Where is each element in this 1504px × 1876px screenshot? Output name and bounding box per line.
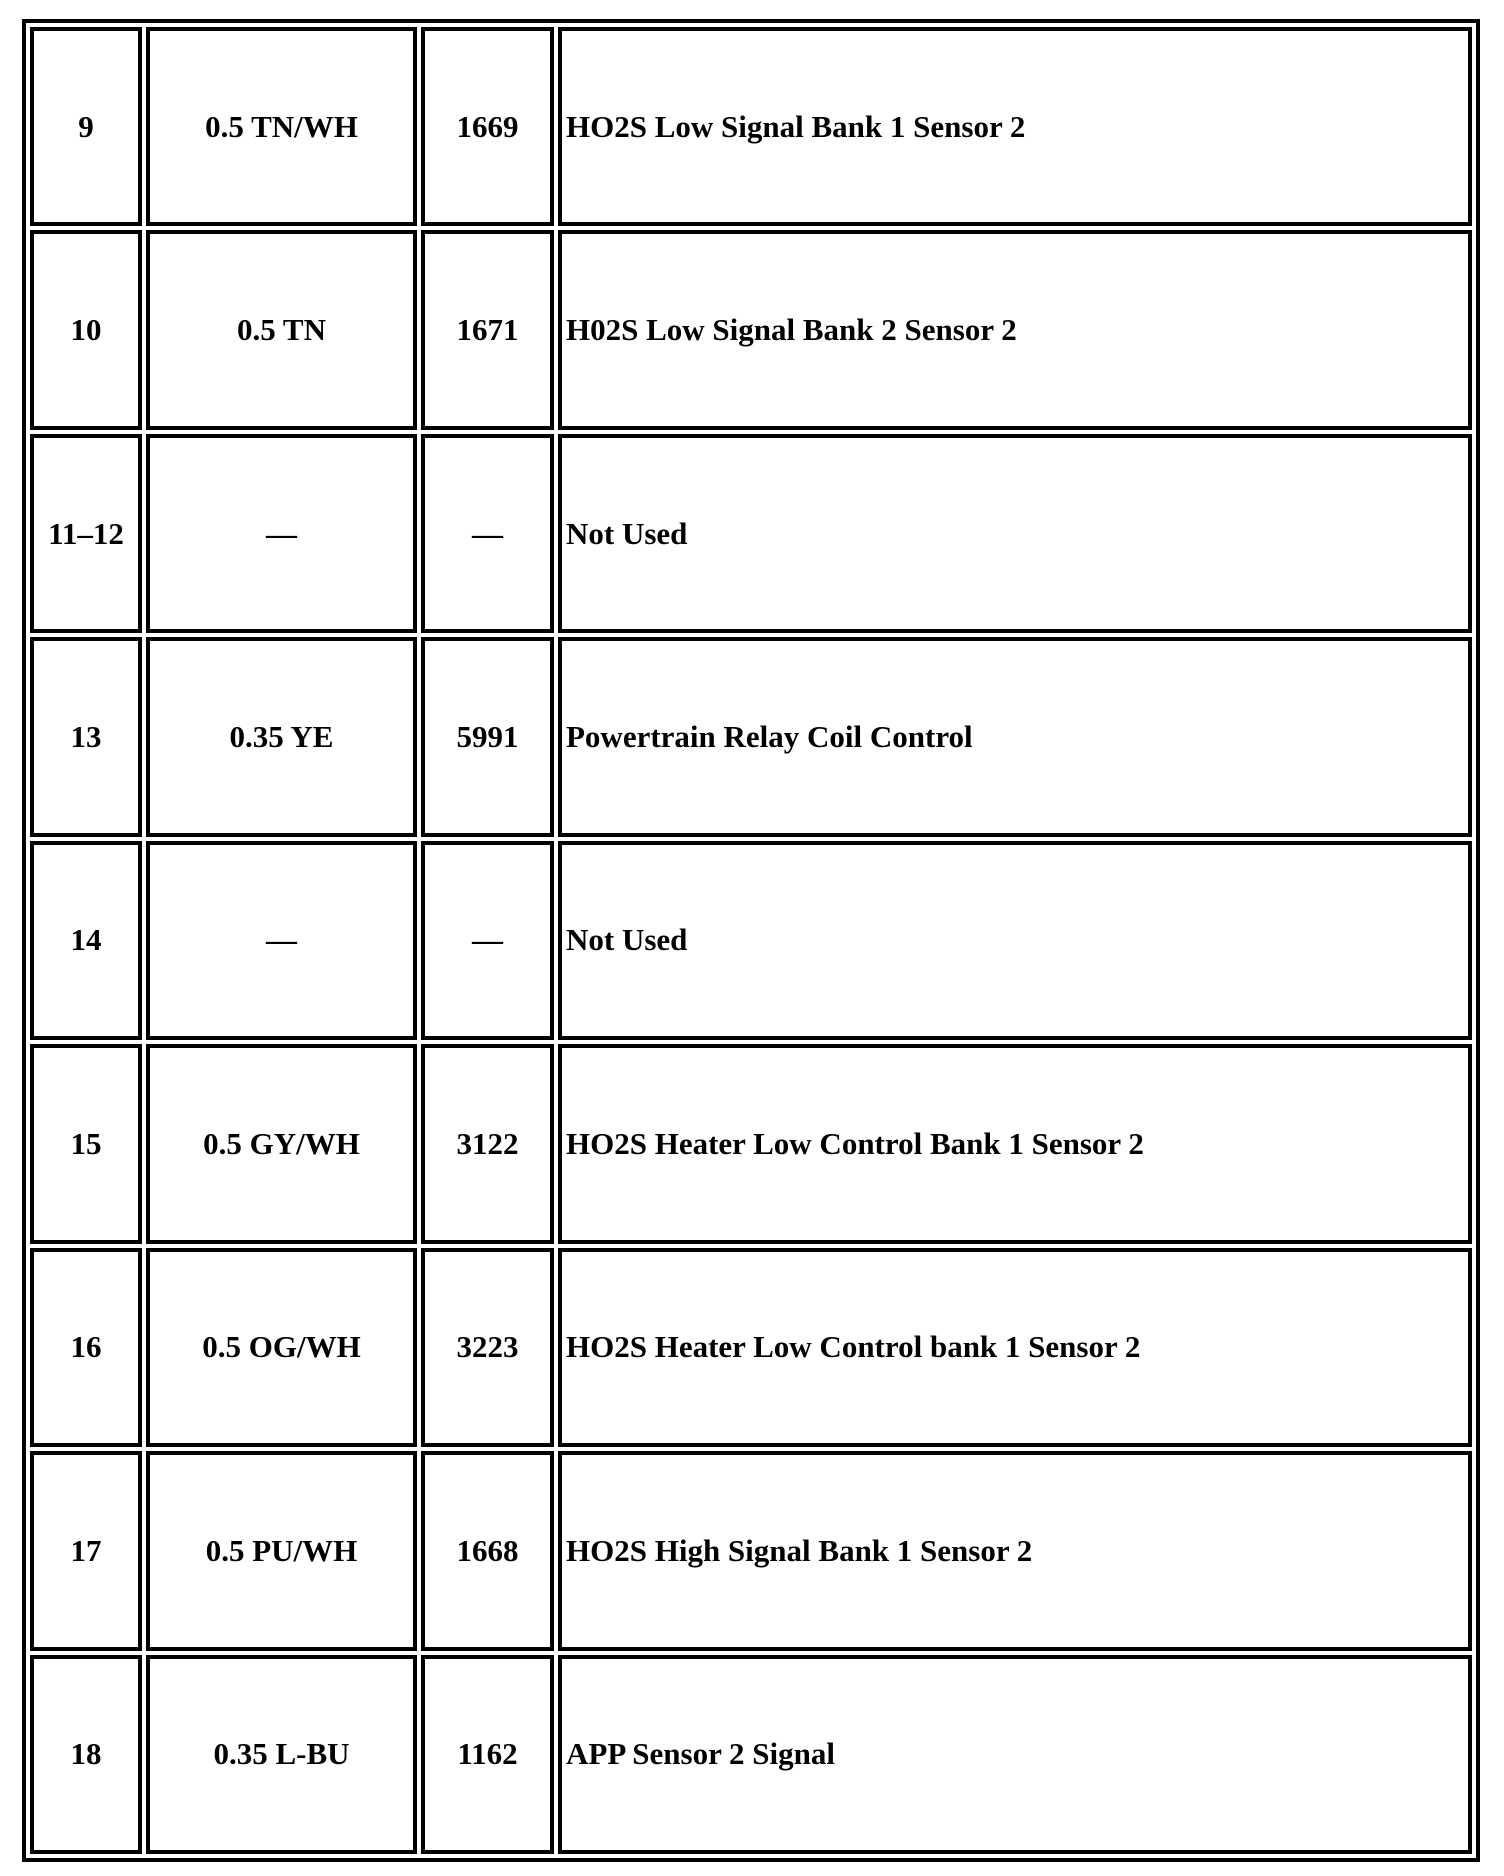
wire-color-cell: 0.35 L-BU: [146, 1655, 417, 1855]
wire-color-cell: 0.5 GY/WH: [146, 1044, 417, 1243]
connector-pinout-table: [22, 19, 1480, 1862]
circuit-number-cell: 3223: [421, 1248, 554, 1447]
table-row: [30, 1451, 1472, 1650]
circuit-number-cell: 5991: [421, 637, 554, 836]
pin-cell: 11–12: [30, 434, 142, 633]
wire-color-cell: —: [146, 841, 417, 1040]
circuit-number-cell: —: [421, 841, 554, 1040]
circuit-number-cell: 1669: [421, 27, 554, 226]
table-row: [30, 637, 1472, 836]
wire-color-cell: 0.5 TN: [146, 230, 417, 429]
pin-cell: 10: [30, 230, 142, 429]
pin-cell: 16: [30, 1248, 142, 1447]
wire-color-cell: 0.5 TN/WH: [146, 27, 417, 226]
function-cell: HO2S High Signal Bank 1 Sensor 2: [558, 1451, 1472, 1650]
pin-cell: 15: [30, 1044, 142, 1243]
table-row: [30, 1044, 1472, 1243]
circuit-number-cell: 1162: [421, 1655, 554, 1855]
function-cell: HO2S Heater Low Control bank 1 Sensor 2: [558, 1248, 1472, 1447]
wire-color-cell: 0.5 PU/WH: [146, 1451, 417, 1650]
wire-color-cell: 0.5 OG/WH: [146, 1248, 417, 1447]
pin-cell: 9: [30, 27, 142, 226]
pin-cell: 17: [30, 1451, 142, 1650]
function-cell: HO2S Low Signal Bank 1 Sensor 2: [558, 27, 1472, 226]
circuit-number-cell: —: [421, 434, 554, 633]
function-cell: Powertrain Relay Coil Control: [558, 637, 1472, 836]
function-cell: HO2S Heater Low Control Bank 1 Sensor 2: [558, 1044, 1472, 1243]
table-row: [30, 434, 1472, 633]
table-row: [30, 27, 1472, 226]
table-row: [30, 1248, 1472, 1447]
function-cell: APP Sensor 2 Signal: [558, 1655, 1472, 1855]
pin-cell: 13: [30, 637, 142, 836]
table-row: [30, 1655, 1472, 1855]
table-row: [30, 230, 1472, 429]
function-cell: H02S Low Signal Bank 2 Sensor 2: [558, 230, 1472, 429]
wire-color-cell: —: [146, 434, 417, 633]
function-cell: Not Used: [558, 841, 1472, 1040]
wire-color-cell: 0.35 YE: [146, 637, 417, 836]
circuit-number-cell: 1668: [421, 1451, 554, 1650]
pin-cell: 14: [30, 841, 142, 1040]
circuit-number-cell: 3122: [421, 1044, 554, 1243]
circuit-number-cell: 1671: [421, 230, 554, 429]
pin-cell: 18: [30, 1655, 142, 1855]
table-row: [30, 841, 1472, 1040]
function-cell: Not Used: [558, 434, 1472, 633]
